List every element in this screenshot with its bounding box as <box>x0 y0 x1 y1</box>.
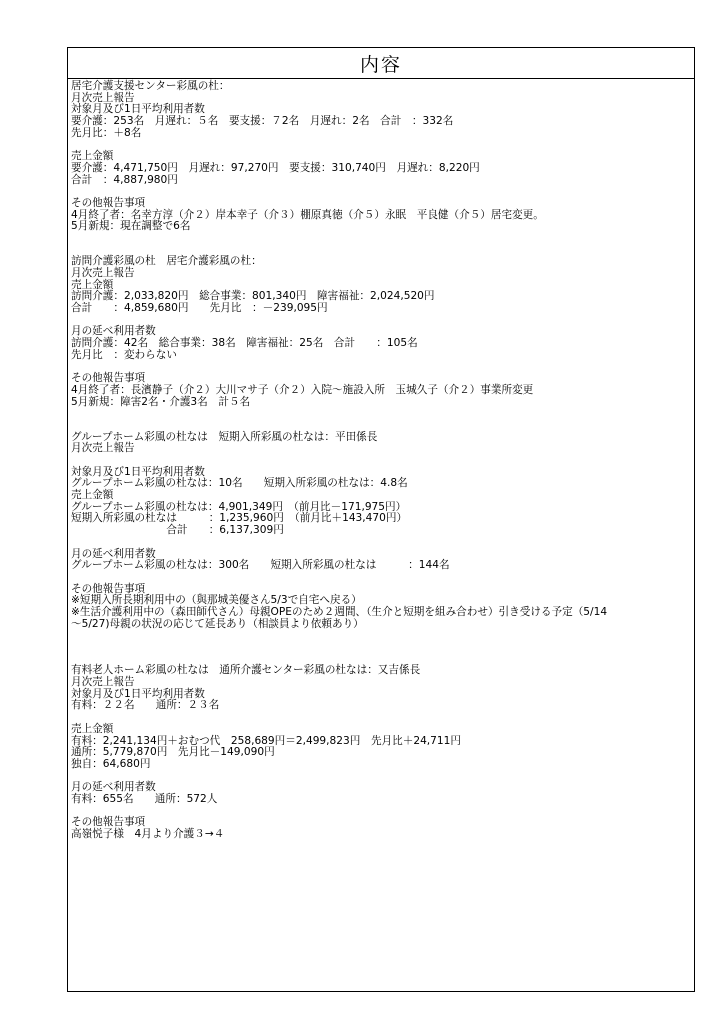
blank-line <box>71 572 694 584</box>
report-line: 5月新規：障害2名・介護3名 計５名 <box>71 395 251 408</box>
report-line: 有料：655名 通所：572人 <box>71 792 218 805</box>
report-line: 先月比：＋8名 <box>71 126 142 139</box>
report-line: グループホーム彩風の杜なは 短期入所彩風の杜なは：平田係長 <box>71 430 378 443</box>
report-frame <box>67 47 695 992</box>
report-line: 対象月及び1日平均利用者数 <box>71 465 205 478</box>
report-line: 売上金額 <box>71 489 114 502</box>
report-line: 5月新規：現在調整で6名 <box>71 220 191 233</box>
blank-line <box>71 455 694 467</box>
report-line: その他報告事項 <box>71 582 146 595</box>
report-line: 月次売上報告 <box>71 267 135 279</box>
report-line: その他報告事項 <box>71 816 146 829</box>
report-line: その他報告事項 <box>71 196 146 209</box>
report-line: その他報告事項 <box>71 372 146 385</box>
blank-line <box>71 806 694 818</box>
report-line: 有料：2,241,134円＋おむつ代 258,689円＝2,499,823円 先月比＋24,711円 <box>71 734 461 747</box>
blank-line <box>71 771 694 783</box>
report-line: 対象月及び1日平均利用者数 <box>71 687 205 700</box>
report-line: 独自：64,680円 <box>71 757 151 770</box>
header-cell <box>68 48 694 79</box>
blank-line <box>71 642 694 654</box>
blank-line <box>71 362 694 374</box>
report-line: 通所：5,779,870円 先月比－149,090円 <box>71 746 275 759</box>
report-line: グループホーム彩風の杜なは：4,901,349円 （前月比－171,975円） <box>71 500 407 513</box>
report-line: 要介護：4,471,750円 月遅れ：97,270円 要支援：310,740円 月遅れ：8,220円 <box>71 161 480 174</box>
blank-line <box>71 712 694 724</box>
report-line: 要介護：253名 月遅れ：５名 要支援：７2名 月遅れ：2名 合計 ：332名 <box>71 115 454 128</box>
report-line: 合計 ：6,137,309円 <box>71 524 284 537</box>
blank-line <box>71 139 694 151</box>
report-line: グループホーム彩風の杜なは：10名 短期入所彩風の杜なは：4.8名 <box>71 477 408 490</box>
report-line: 有料：２２名 通所：２３名 <box>71 699 220 712</box>
blank-line <box>71 630 694 642</box>
report-line: ～5/27)母親の状況の応じて延長あり（相談員より依頼あり） <box>71 617 364 630</box>
report-line: 月次売上報告 <box>71 442 135 455</box>
report-line: 合計 ：4,887,980円 <box>71 173 178 186</box>
report-line: 有料老人ホーム彩風の杜なは 通所介護センター彩風の杜なは：又吉係長 <box>71 664 421 677</box>
report-line: 4月終了者：長濱静子（介２）大川マサ子（介２）入院～施設入所 玉城久子（介２）事業所変更 <box>71 383 534 396</box>
report-line: ※短期入所長期利用中の（與那城美優さん5/3で自宅へ戻る） <box>71 594 362 607</box>
report-line: 売上金額 <box>71 150 114 163</box>
report-line: 対象月及び1日平均利用者数 <box>71 103 205 116</box>
blank-line <box>71 233 694 245</box>
blank-line <box>71 537 694 549</box>
report-line: 訪問介護：42名 総合事業：38名 障害福祉：25名 合計 ：105名 <box>71 337 418 350</box>
report-content <box>68 79 694 841</box>
report-line: 月の延べ利用者数 <box>71 781 156 794</box>
report-line: 4月終了者：名幸方淳（介２）岸本幸子（介３）棚原真徳（介５）永眠 平良健（介５）居宅変更。 <box>71 208 544 221</box>
report-line: 訪問介護彩風の杜 居宅介護彩風の杜： <box>71 255 262 268</box>
blank-line <box>71 408 694 420</box>
report-line: 月次売上報告 <box>71 676 135 689</box>
blank-line <box>71 186 694 198</box>
blank-line <box>71 315 694 327</box>
blank-line <box>71 420 694 432</box>
report-line: 先月比 ：変わらない <box>71 348 177 361</box>
report-line: 訪問介護：2,033,820円 総合事業：801,340円 障害福祉：2,024,520円 <box>71 290 435 303</box>
report-line: ※生活介護利用中の（森田師代さん）母親OPEのため２週間、（生介と短期を組み合わせ）引き受ける予定（5/14 <box>71 605 608 618</box>
report-line: 合計 ：4,859,680円 先月比 ：－239,095円 <box>71 302 328 315</box>
report-line: 売上金額 <box>71 278 114 291</box>
report-line: 高嶺悦子様 4月より介護３→４ <box>71 828 225 840</box>
header-title: 内容 <box>359 53 402 76</box>
report-line: 短期入所彩風の杜なは ：1,235,960円 （前月比＋143,470円） <box>71 512 408 525</box>
report-line: 月次売上報告 <box>71 91 135 104</box>
report-line: グループホーム彩風の杜なは：300名 短期入所彩風の杜なは ：144名 <box>71 559 450 572</box>
report-line: 居宅介護支援センター彩風の杜： <box>71 80 230 92</box>
report-line: 売上金額 <box>71 722 114 735</box>
report-line: 月の延べ利用者数 <box>71 325 156 338</box>
report-line: 月の延べ利用者数 <box>71 547 156 560</box>
